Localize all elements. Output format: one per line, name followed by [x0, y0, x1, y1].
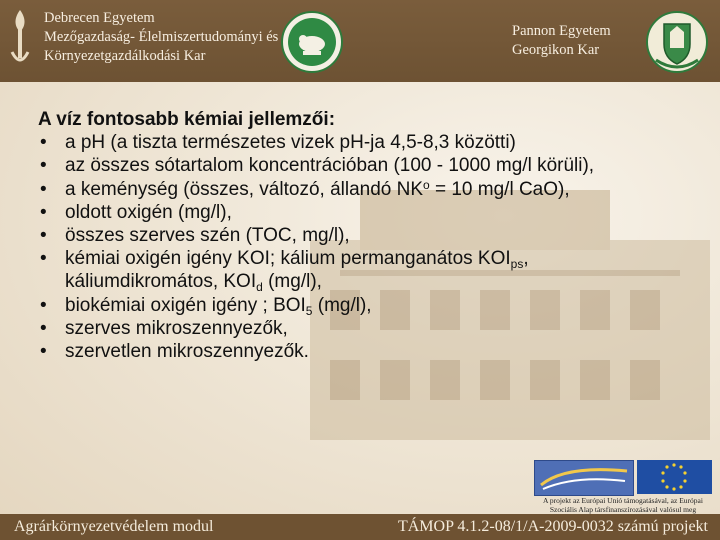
- faculty-seal-icon: [281, 11, 343, 73]
- uj-magyarorszag-logo-icon: [534, 460, 634, 496]
- list-item: • oldott oxigén (mg/l),: [38, 201, 678, 224]
- left-institution-name: Debrecen Egyetem Mezőgazdaság- Élelmiszertudományi és Környezetgazdálkodási Kar: [44, 10, 279, 64]
- list-item: • összes szerves szén (TOC, mg/l),: [38, 224, 678, 247]
- slide-content: [38, 108, 678, 363]
- slide-title: A víz fontosabb kémiai jellemzői:: [38, 109, 336, 130]
- right-institution-name: Pannon Egyetem Georgikon Kar: [512, 23, 611, 58]
- list-item: • kémiai oxigén igény KOI; kálium permanganátos $KOI_{ps}$, káliumdikromátos, $KOI_d$ (mg/l),: [38, 247, 678, 293]
- list-item: • szerves mikroszennyezők,: [38, 317, 678, 340]
- module-name: Agrárkörnyezetvédelem modul: [14, 518, 214, 535]
- eu-funding-note: A projekt az Európai Unió támogatásával, az Európai Szociális Alap társfinanszírozásával valósul meg: [543, 496, 703, 514]
- list-item: • szervetlen mikroszennyezők.: [38, 340, 678, 363]
- debrecen-logo-icon: [6, 8, 34, 72]
- list-item: • a keménység (összes, változó, állandó $NK^o = 10$ mg/l CaO),: [38, 178, 678, 201]
- eu-flag-icon: [637, 460, 712, 494]
- list-item: • a pH (a tiszta természetes vizek pH-ja 4,5-8,3 közötti): [38, 131, 678, 154]
- eu-funding-box: [534, 458, 712, 520]
- bullet-list: [38, 131, 678, 363]
- georgikon-crest-icon: [646, 8, 708, 76]
- project-id: TÁMOP 4.1.2-08/1/A-2009-0032 számú projekt: [397, 518, 708, 535]
- list-item: • biokémiai oxigén igény ; $BOI_5$ (mg/l),: [38, 294, 678, 317]
- list-item: • az összes sótartalom koncentrációban (100 - 1000 mg/l körüli),: [38, 154, 678, 177]
- footer-bar: [0, 514, 720, 540]
- header-bar: [0, 0, 720, 82]
